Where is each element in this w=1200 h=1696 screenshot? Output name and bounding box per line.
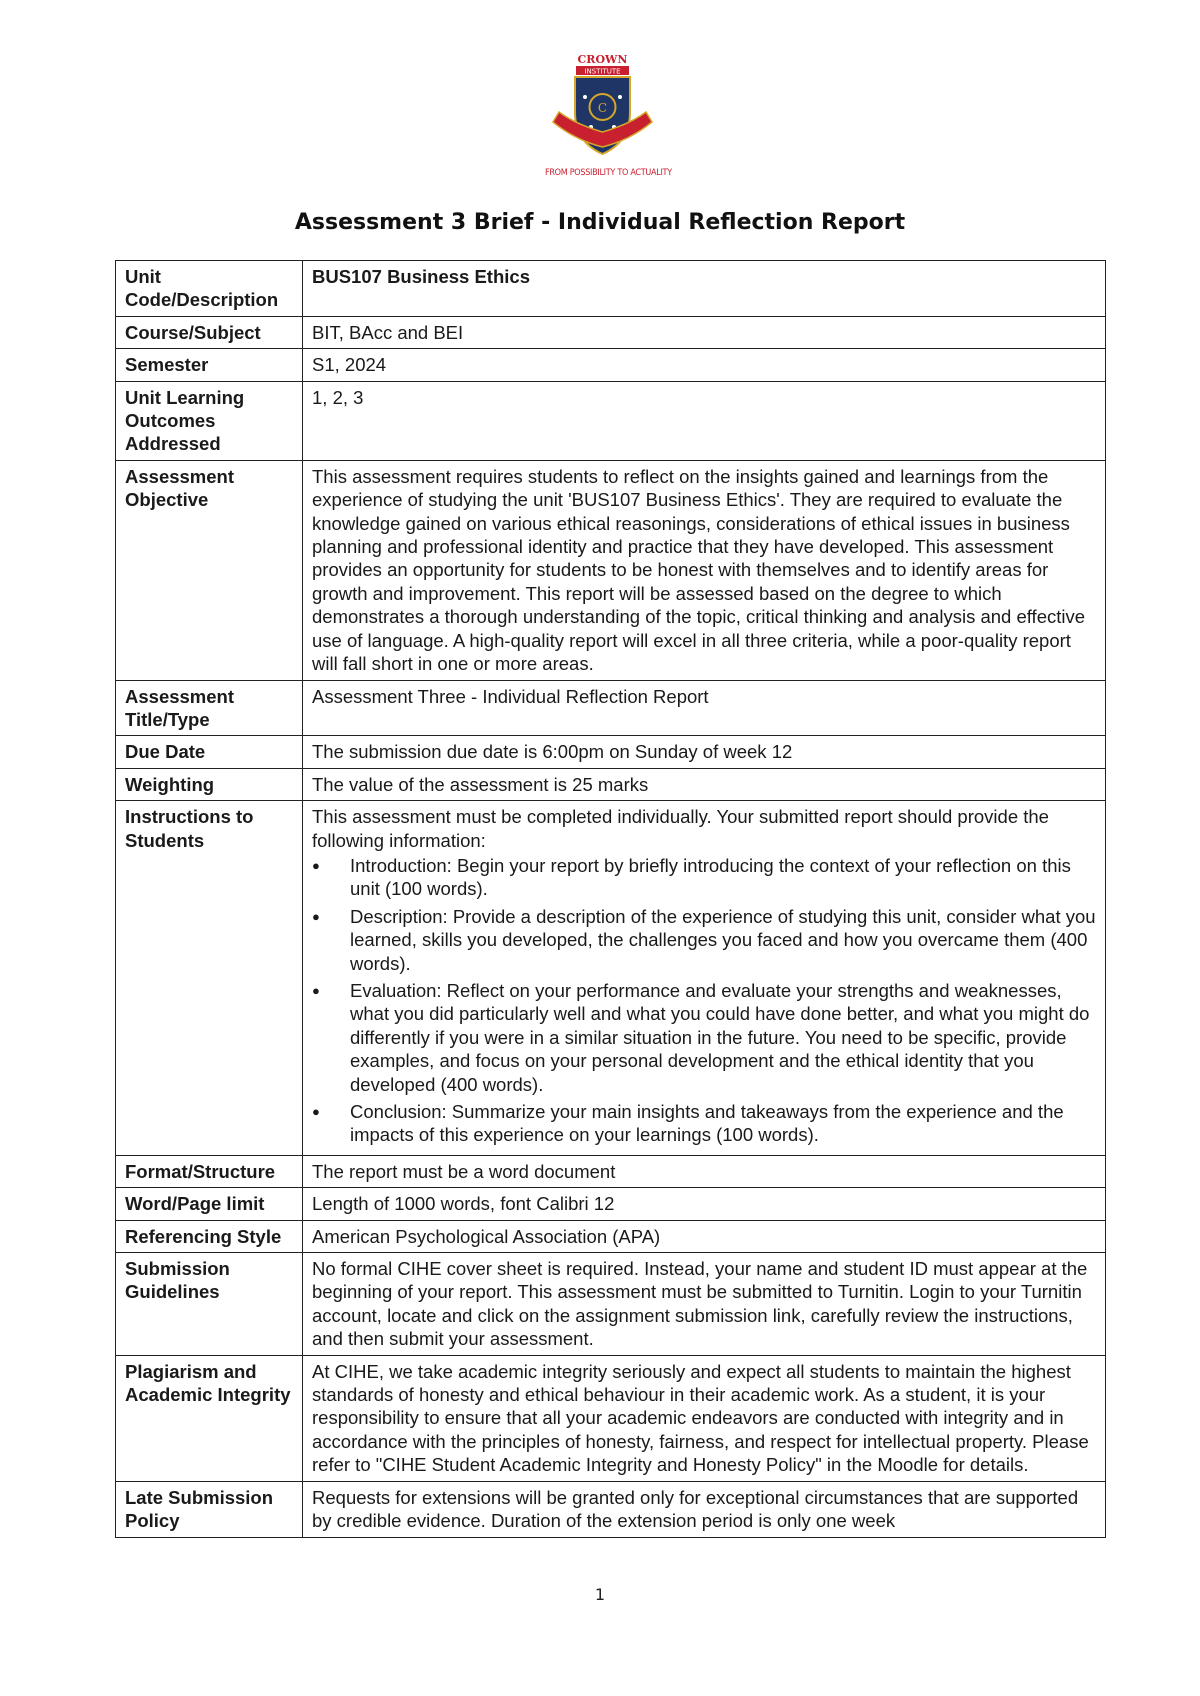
plagiarism-value: At CIHE, we take academic integrity seriously and expect all students to maintain the highest standards of honesty and ethical behaviour in their academic work. As a student, it is your responsibility to ensure that all your academic endeavors are conducted with integrity and in accordance with the principles of honesty, fairness, and respect for intellectual property. Please refer to "CIHE Student Academic Integrity and Honesty Policy" in the Moodle for details. xyxy=(303,1355,1106,1481)
submission-value: No formal CIHE cover sheet is required. Instead, your name and student ID must appear at the beginning of your report. This assessment must be submitted to Turnitin. Login to your Turnitin account, locate and click on the assignment submission link, carefully review the instructions, and then submit your assessment. xyxy=(303,1253,1106,1356)
row-label: Instructions to Students xyxy=(116,801,303,1156)
assessment-title-value: Assessment Three - Individual Reflection Report xyxy=(303,680,1106,736)
row-label: Late Submission Policy xyxy=(116,1481,303,1537)
row-label: Unit Code/Description xyxy=(116,261,303,317)
table-row xyxy=(116,316,1106,348)
table-row xyxy=(116,1355,1106,1481)
table-row xyxy=(116,801,1106,1156)
row-label: Course/Subject xyxy=(116,316,303,348)
row-label: Weighting xyxy=(116,768,303,800)
due-date-value: The submission due date is 6:00pm on Sunday of week 12 xyxy=(303,736,1106,768)
list-item: ● Conclusion: Summarize your main insights and takeaways from the experience and the impacts of this experience on your learnings (100 words). xyxy=(350,1100,1097,1147)
late-submission-value: Requests for extensions will be granted only for exceptional circumstances that are supported by credible evidence. Duration of the extension period is only one week xyxy=(303,1481,1106,1537)
table-row xyxy=(116,381,1106,460)
course-value: BIT, BAcc and BEI xyxy=(303,316,1106,348)
list-item: ● Introduction: Begin your report by briefly introducing the context of your reflection on this unit (100 words). xyxy=(350,854,1097,901)
table-row xyxy=(116,1481,1106,1537)
row-label: Word/Page limit xyxy=(116,1188,303,1220)
table-row xyxy=(116,460,1106,680)
list-item: ● Description: Provide a description of the experience of studying this unit, consider what you learned, skills you developed, the challenges you faced and how you overcame them (400 words). xyxy=(350,905,1097,975)
row-label: Format/Structure xyxy=(116,1155,303,1187)
instructions-list xyxy=(312,854,1097,1147)
word-limit-value: Length of 1000 words, font Calibri 12 xyxy=(303,1188,1106,1220)
assessment-objective-value: This assessment requires students to reflect on the insights gained and learnings from the experience of studying the unit 'BUS107 Business Ethics'. They are required to evaluate the knowledge gained on various ethical reasonings, considerations of ethical issues in business planning and professional identity and practice that they have developed. This assessment provides an opportunity for students to be honest with themselves and to identify areas for growth and improvement. This report will be assessed based on the degree to which demonstrates a thorough understanding of the topic, critical thinking and analysis and effective use of language. A high-quality report will excel in all three criteria, while a poor-quality report will fall short in one or more areas. xyxy=(303,460,1106,680)
referencing-value: American Psychological Association (APA) xyxy=(303,1220,1106,1252)
crest-icon xyxy=(545,52,660,164)
weighting-value: The value of the assessment is 25 marks xyxy=(303,768,1106,800)
row-label: Referencing Style xyxy=(116,1220,303,1252)
institute-motto: FROM POSSIBILITY TO ACTUALITY xyxy=(545,168,672,178)
format-value: The report must be a word document xyxy=(303,1155,1106,1187)
row-label: Due Date xyxy=(116,736,303,768)
table-row xyxy=(116,680,1106,736)
unit-code-value: BUS107 Business Ethics xyxy=(303,261,1106,317)
row-label: Assessment Title/Type xyxy=(116,680,303,736)
table-row xyxy=(116,349,1106,381)
document-title: Assessment 3 Brief - Individual Reflection Report xyxy=(294,210,906,235)
table-row xyxy=(116,1155,1106,1187)
row-label: Unit Learning Outcomes Addressed xyxy=(116,381,303,460)
row-label: Assessment Objective xyxy=(116,460,303,680)
row-label: Semester xyxy=(116,349,303,381)
svg-text:C: C xyxy=(597,101,608,115)
table-row xyxy=(116,261,1106,317)
list-item: ● Evaluation: Reflect on your performance and evaluate your strengths and weaknesses, what you did particularly well and what you could have done better, and what you might do differently if you were in a similar situation in the future. You need to be specific, provide examples, and focus on your personal development and the ethical identity that you developed (400 words). xyxy=(350,979,1097,1096)
learning-outcomes-value: 1, 2, 3 xyxy=(303,381,1106,460)
instructions-intro: This assessment must be completed individually. Your submitted report should provide the following information: xyxy=(312,806,1049,851)
assessment-brief-table xyxy=(115,260,1106,1538)
svg-text:CROWN: CROWN xyxy=(577,53,628,66)
page-number: 1 xyxy=(594,1585,606,1604)
table-row xyxy=(116,1220,1106,1252)
instructions-value xyxy=(303,801,1106,1156)
semester-value: S1, 2024 xyxy=(303,349,1106,381)
row-label: Plagiarism and Academic Integrity xyxy=(116,1355,303,1481)
table-row xyxy=(116,768,1106,800)
row-label: Submission Guidelines xyxy=(116,1253,303,1356)
table-row xyxy=(116,736,1106,768)
svg-text:INSTITUTE: INSTITUTE xyxy=(584,67,621,76)
table-row xyxy=(116,1188,1106,1220)
institute-logo xyxy=(545,52,672,180)
table-row xyxy=(116,1253,1106,1356)
